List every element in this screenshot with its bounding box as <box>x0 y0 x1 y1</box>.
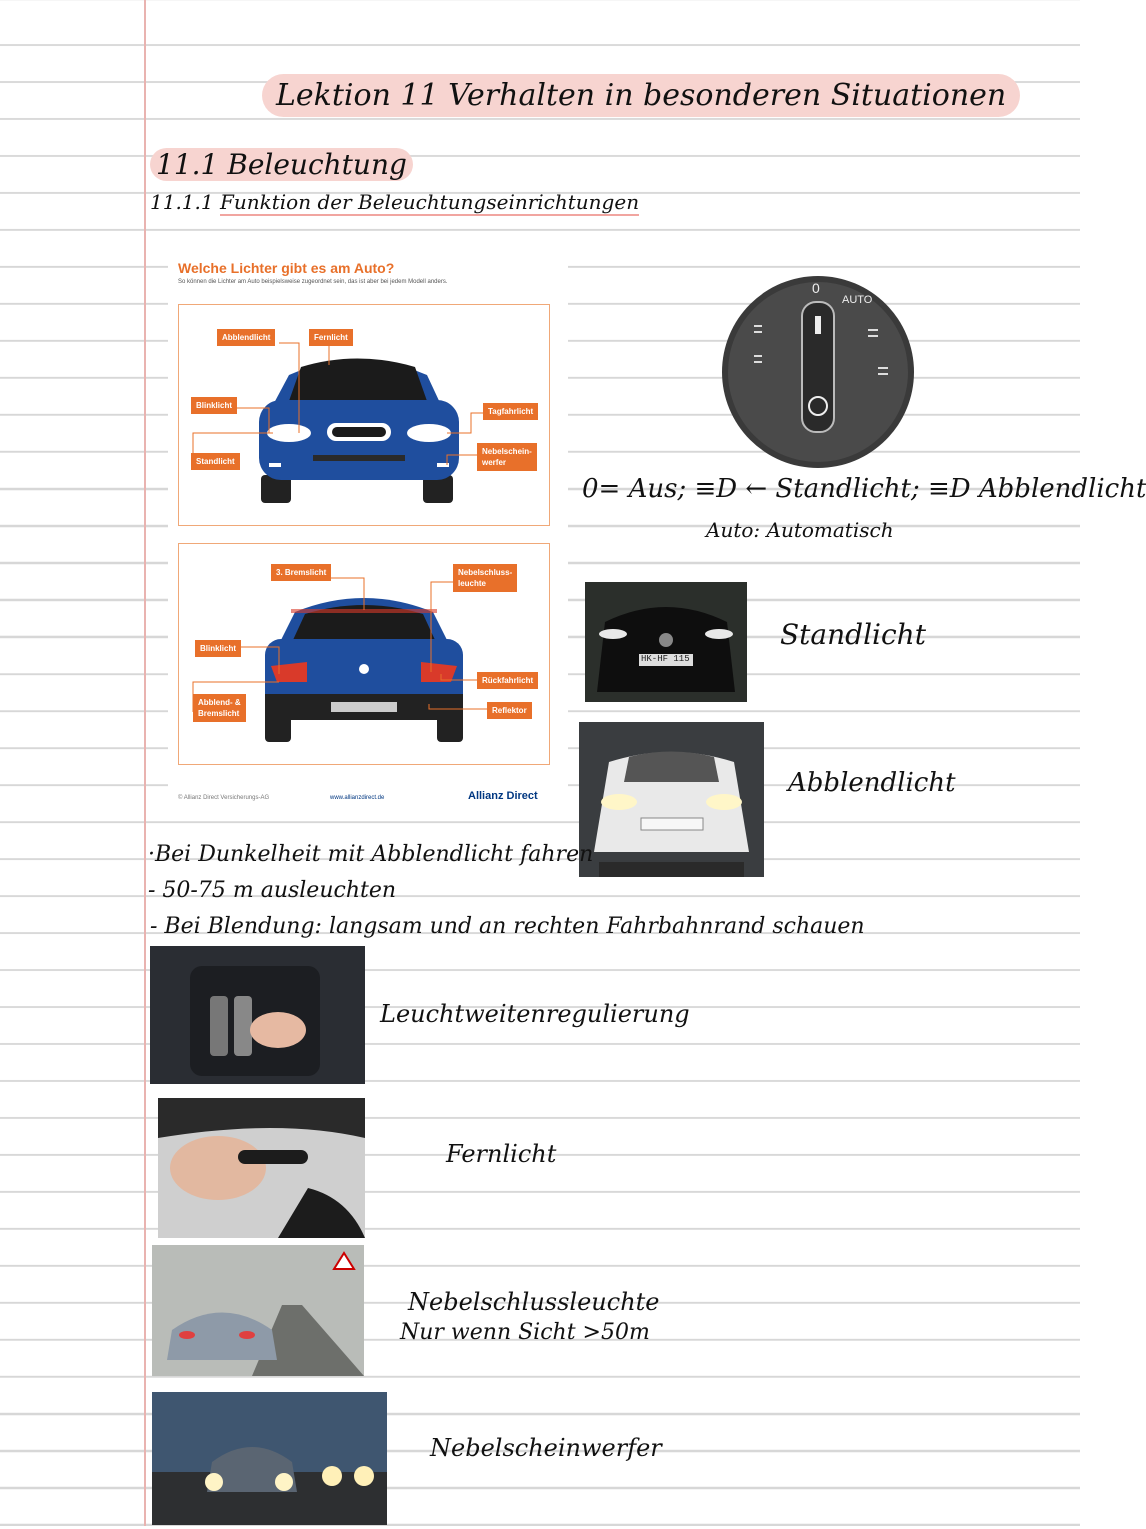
infographic-copyright: © Allianz Direct Versicherungs-AG <box>178 795 270 801</box>
auto-legend: Auto: Automatisch <box>706 518 894 542</box>
standlicht-label: Standlicht <box>780 618 926 651</box>
leuchtweite-label: Leuchtweitenregulierung <box>380 1000 690 1028</box>
margin-line <box>144 0 146 1526</box>
nebelschluss-car-image <box>152 1245 364 1376</box>
label-rueckfahrlicht: Rückfahrlicht <box>477 672 538 689</box>
infographic-subtitle: So können die Lichter am Auto beispielsweise zugeordnet sein, das ist aber bei jedem Modell anders. <box>178 279 448 285</box>
standlicht-car-image <box>585 582 747 702</box>
switch-zero-label: 0 <box>812 280 820 296</box>
switch-auto-label: AUTO <box>842 294 873 306</box>
allianz-logo: Allianz Direct <box>468 790 538 802</box>
fernlicht-photo <box>158 1098 365 1238</box>
label-standlicht: Standlicht <box>191 453 240 470</box>
label-fernlicht: Fernlicht <box>309 329 353 346</box>
leuchtweite-photo <box>150 946 365 1084</box>
subsection-number: 11.1.1 <box>150 190 214 214</box>
standlicht-photo <box>585 582 747 702</box>
label-abblendlicht-front: Abblendlicht <box>217 329 275 346</box>
rear-view-panel <box>178 543 550 765</box>
nebelschluss-label: Nebelschlussleuchte <box>408 1288 660 1316</box>
lights-infographic <box>168 250 568 810</box>
subsection-heading <box>150 190 639 214</box>
label-nebelscheinwerfer: Nebelschein- werfer <box>477 443 537 471</box>
infographic-url: www.allianzdirect.de <box>330 795 385 801</box>
label-blinklicht-rear: Blinklicht <box>195 640 241 657</box>
label-reflektor: Reflektor <box>487 702 532 719</box>
label-tagfahrlicht: Tagfahrlicht <box>483 403 538 420</box>
nebelscheinwerfer-photo <box>152 1392 387 1525</box>
bullet-blendung: - Bei Blendung: langsam und an rechten Fahrbahnrand schauen <box>150 914 865 939</box>
light-switch-knob <box>718 272 918 472</box>
nebelscheinwerfer-car-image <box>152 1392 387 1525</box>
label-nebelschlussleuchte: Nebelschluss- leuchte <box>453 564 517 592</box>
nebelschluss-note: Nur wenn Sicht >50m <box>400 1320 650 1345</box>
leuchtweite-dial-image <box>150 946 365 1084</box>
nebelscheinwerfer-label: Nebelscheinwerfer <box>430 1434 662 1462</box>
lesson-title: Lektion 11 Verhalten in besonderen Situationen <box>262 74 1020 117</box>
label-abblend-bremslicht: Abblend- & Bremslicht <box>193 694 246 722</box>
license-plate: HK-HF 115 <box>641 654 690 664</box>
fernlicht-lever-image <box>158 1098 365 1238</box>
front-view-panel <box>178 304 550 526</box>
abblendlicht-car-image <box>579 722 764 877</box>
bullet-dunkelheit: ·Bei Dunkelheit mit Abblendlicht fahren <box>148 842 594 867</box>
label-3-bremslicht: 3. Bremslicht <box>271 564 331 581</box>
infographic-title: Welche Lichter gibt es am Auto? <box>178 260 395 276</box>
switch-legend: 0= Aus; ≡D ← Standlicht; ≡D Abblendlicht <box>582 474 1146 504</box>
abblendlicht-label: Abblendlicht <box>788 768 956 798</box>
nebelschluss-photo <box>152 1245 364 1376</box>
light-switch-photo <box>718 272 918 472</box>
subsection-text: Funktion der Beleuchtungseinrichtungen <box>219 190 640 214</box>
section-heading: 11.1 Beleuchtung <box>150 148 413 181</box>
label-blinklicht-front: Blinklicht <box>191 397 237 414</box>
fernlicht-label: Fernlicht <box>446 1140 557 1168</box>
abblendlicht-photo <box>579 722 764 877</box>
bullet-ausleuchten: - 50-75 m ausleuchten <box>148 878 397 903</box>
